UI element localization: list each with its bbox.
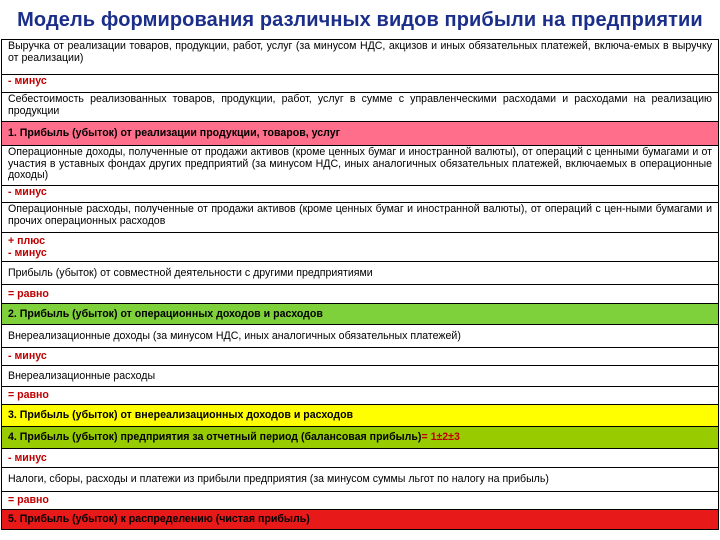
row-op-minus [1, 186, 719, 203]
row-op-equals [1, 285, 719, 304]
operator-label: = равно [8, 494, 49, 507]
row-text: Операционные доходы, полученные от продажи активов (кроме ценных бумаг и иностранной валюты), от операций с ценными бумагами и от участия в уставных фондах других предприятий (за минусом НДС, иных аналогичных обязательных платежей, включаемых в операционные доходы) [8, 146, 712, 182]
row-text: Внереализационные доходы (за минусом НДС, иных аналогичных обязательных платежей) [8, 329, 461, 342]
operator-label: - минус [8, 451, 47, 464]
row-op-minus [1, 348, 719, 366]
profit-model-table [1, 39, 719, 530]
row-text: Выручка от реализации товаров, продукции, работ, услуг (за минусом НДС, акцизов и иных обязательных платежей, включа-емых в выручку от реализации) [8, 40, 712, 64]
row-text: Себестоимость реализованных товаров, продукции, работ, услуг в сумме с управленческими расходами и расходами на реализацию продукции [8, 93, 712, 117]
row-operating-expenses [1, 203, 719, 233]
row-revenue [1, 40, 719, 75]
profit-formula: = 1±2±3 [421, 431, 460, 444]
row-op-minus [1, 75, 719, 93]
row-nonoperating-income [1, 325, 719, 348]
row-joint-activity [1, 262, 719, 285]
result-label: 5. Прибыль (убыток) к распределению (чистая прибыль) [8, 513, 310, 526]
row-op-plus-minus [1, 233, 719, 262]
page-title: Модель формирования различных видов прибыли на предприятии [17, 8, 703, 31]
operator-label: - минус [8, 350, 47, 363]
result-label: 2. Прибыль (убыток) от операционных доходов и расходов [8, 307, 323, 320]
row-op-equals [1, 492, 719, 510]
row-op-equals [1, 387, 719, 405]
row-result-1 [1, 122, 719, 146]
row-text: Операционные расходы, полученные от продажи активов (кроме ценных бумаг и иностранной валюты), от операций с цен-ными бумагами и прочих операционных расходов [8, 203, 712, 227]
row-text: Налоги, сборы, расходы и платежи из прибыли предприятия (за минусом суммы льгот по налогу на прибыль) [8, 473, 549, 486]
row-result-2 [1, 304, 719, 325]
operator-label: = равно [8, 389, 49, 402]
row-taxes [1, 468, 719, 492]
result-label: 4. Прибыль (убыток) предприятия за отчетный период (балансовая прибыль) [8, 431, 422, 444]
operator-label: = равно [8, 287, 49, 300]
row-result-4 [1, 427, 719, 449]
operator-label-plus: + плюс [8, 235, 46, 247]
operator-label-minus: - минус [8, 246, 47, 259]
row-op-minus [1, 449, 719, 468]
row-operating-income [1, 146, 719, 186]
row-cost [1, 93, 719, 122]
row-text: Внереализационные расходы [8, 369, 156, 382]
row-text: Прибыль (убыток) от совместной деятельности с другими предприятиями [8, 266, 373, 279]
result-label: 3. Прибыль (убыток) от внереализационных доходов и расходов [8, 409, 354, 422]
row-result-5 [1, 510, 719, 530]
row-result-3 [1, 405, 719, 427]
operator-label: - минус [8, 186, 47, 198]
row-nonoperating-expenses [1, 366, 719, 387]
result-label: 1. Прибыль (убыток) от реализации продукции, товаров, услуг [8, 127, 341, 140]
operator-label: - минус [8, 75, 47, 87]
